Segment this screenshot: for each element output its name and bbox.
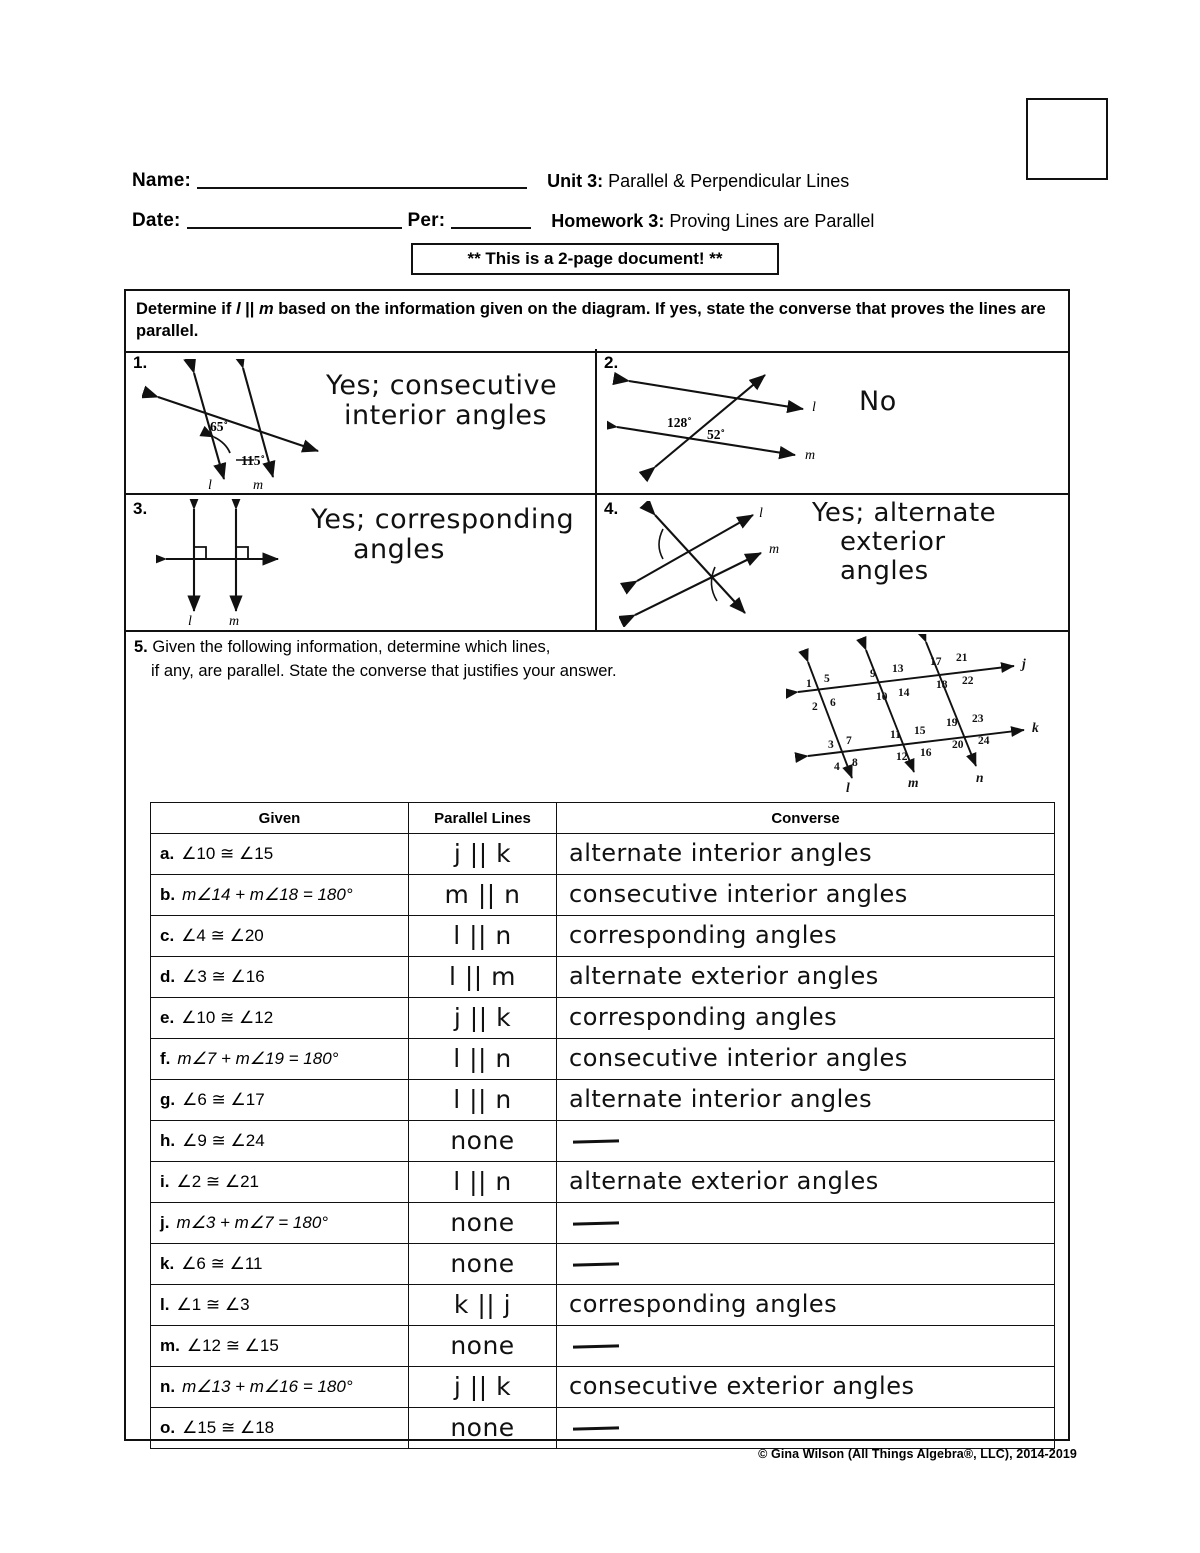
parallel-lines-answer[interactable]: l || n	[409, 1162, 557, 1203]
table-row	[151, 1367, 1055, 1408]
problem-1-answer-line-1: Yes; consecutive	[326, 370, 558, 401]
parallel-lines-answer[interactable]: l || n	[409, 1080, 557, 1121]
row-letter: j.	[160, 1213, 170, 1232]
given-expression: ∠6 ≅ ∠11	[181, 1254, 263, 1273]
angle-5: 5	[824, 673, 830, 685]
header-row-name	[132, 152, 1092, 192]
date-label: Date:	[132, 210, 181, 231]
parallel-lines-answer[interactable]: m || n	[409, 875, 557, 916]
table-row	[151, 1285, 1055, 1326]
row-letter: e.	[160, 1008, 175, 1027]
problem-1-answer	[326, 371, 557, 431]
problem-3-line-label-l: l	[188, 614, 192, 627]
given-cell	[151, 1162, 409, 1203]
problem-4-line-label-m: m	[769, 542, 780, 557]
problem-3-answer	[311, 505, 574, 565]
problem-4-answer-line-2: exterior	[840, 527, 946, 558]
directions-part-1: Determine if	[136, 300, 236, 318]
given-cell	[151, 1367, 409, 1408]
problem-2-angle-label-1: 128˚	[667, 415, 692, 430]
converse-answer[interactable]: alternate exterior angles	[557, 957, 1055, 998]
unit-title	[547, 171, 849, 192]
problem-4-line-label-l: l	[759, 506, 763, 521]
converse-answer[interactable]	[557, 1244, 1055, 1285]
given-expression: ∠4 ≅ ∠20	[181, 926, 264, 945]
angle-17: 17	[930, 656, 942, 668]
line-label-n: n	[976, 770, 984, 785]
angle-14: 14	[898, 687, 910, 699]
dash-mark	[573, 1262, 619, 1266]
name-label: Name:	[132, 170, 192, 191]
copyright-notice: © Gina Wilson (All Things Algebra®, LLC), 2014-2019	[758, 1447, 1077, 1461]
table-body	[151, 834, 1055, 1449]
directions-text	[126, 291, 1068, 353]
row-letter: n.	[160, 1377, 176, 1396]
problem-4-diagram	[619, 501, 799, 627]
column-header-parallel-lines: Parallel Lines	[409, 803, 557, 834]
question-5-line-1: Given the following information, determine which lines,	[152, 638, 551, 656]
table-row	[151, 916, 1055, 957]
angle-24: 24	[978, 735, 990, 747]
problem-4-answer-line-1: Yes; alternate	[812, 498, 997, 528]
problem-3-cell	[126, 495, 597, 632]
dash-mark	[573, 1139, 619, 1143]
given-expression: ∠3 ≅ ∠16	[182, 967, 265, 986]
date-input-blank[interactable]	[187, 210, 402, 229]
angle-4: 4	[834, 761, 840, 773]
row-letter: h.	[160, 1131, 176, 1150]
line-label-k: k	[1032, 720, 1039, 735]
angle-1: 1	[806, 678, 812, 690]
given-cell	[151, 1326, 409, 1367]
parallel-lines-answer[interactable]: none	[409, 1244, 557, 1285]
problem-1-line-label-l: l	[208, 478, 212, 491]
problem-1-diagram	[142, 359, 342, 491]
problem-3-answer-line-1: Yes; corresponding	[311, 504, 575, 535]
problem-4-answer-line-3: angles	[840, 556, 929, 587]
line-label-m: m	[908, 775, 919, 790]
given-expression: m∠7 + m∠19 = 180°	[177, 1049, 339, 1068]
row-letter: d.	[160, 967, 176, 986]
angle-15: 15	[914, 725, 926, 737]
given-expression: ∠10 ≅ ∠12	[181, 1008, 274, 1027]
problem-grid	[126, 349, 1068, 632]
table-row	[151, 1039, 1055, 1080]
parallel-lines-answer[interactable]: l || n	[409, 916, 557, 957]
parallel-lines-answer[interactable]: l || m	[409, 957, 557, 998]
table-row	[151, 1203, 1055, 1244]
given-expression: ∠6 ≅ ∠17	[182, 1090, 265, 1109]
table-row	[151, 957, 1055, 998]
given-cell	[151, 1121, 409, 1162]
parallel-lines-answer[interactable]: none	[409, 1326, 557, 1367]
row-letter: i.	[160, 1172, 170, 1191]
given-expression: ∠1 ≅ ∠3	[176, 1295, 250, 1314]
problem-2-cell	[597, 349, 1068, 495]
problem-1-answer-line-2: interior angles	[344, 400, 548, 432]
table-row	[151, 1408, 1055, 1449]
column-header-given: Given	[151, 803, 409, 834]
homework-label: Homework 3:	[551, 211, 665, 231]
angle-22: 22	[962, 675, 974, 687]
angle-23: 23	[972, 713, 984, 725]
per-label: Per:	[407, 210, 446, 231]
given-expression: m∠3 + m∠7 = 180°	[176, 1213, 329, 1232]
name-input-blank[interactable]	[197, 170, 527, 189]
angle-20: 20	[952, 739, 964, 751]
angle-16: 16	[920, 747, 932, 759]
row-letter: m.	[160, 1336, 180, 1355]
problem-1-angle-label-1: 65˚	[210, 419, 228, 434]
parallel-lines-answer[interactable]: l || n	[409, 1039, 557, 1080]
unit-value: Parallel & Perpendicular Lines	[603, 171, 850, 191]
dash-mark	[573, 1221, 619, 1225]
problem-1-angle-label-2: 115˚	[241, 453, 266, 468]
given-expression: m∠13 + m∠16 = 180°	[182, 1377, 353, 1396]
given-cell	[151, 875, 409, 916]
question-5-diagram	[786, 634, 1058, 794]
problem-1-line-label-m: m	[253, 478, 264, 491]
converse-answer[interactable]: consecutive interior angles	[557, 875, 1055, 916]
parallel-lines-answer[interactable]: none	[409, 1408, 557, 1449]
given-cell	[151, 1285, 409, 1326]
table-row	[151, 834, 1055, 875]
unit-label: Unit 3:	[547, 171, 604, 191]
header-row-date	[132, 192, 1092, 232]
row-letter: k.	[160, 1254, 175, 1273]
angle-9: 9	[870, 668, 876, 680]
parallel-lines-answer[interactable]: k || j	[409, 1285, 557, 1326]
dash-mark	[573, 1344, 619, 1348]
problem-2-line-label-l: l	[812, 400, 816, 415]
problem-2-answer-line-1: No	[859, 386, 897, 417]
table-row	[151, 1244, 1055, 1285]
problem-1-number: 1.	[133, 353, 148, 372]
problem-3-answer-line-2: angles	[353, 534, 445, 566]
converse-answer[interactable]: corresponding angles	[557, 916, 1055, 957]
table-row	[151, 1121, 1055, 1162]
problem-4-cell	[597, 495, 1068, 632]
angle-11: 11	[890, 729, 901, 741]
angle-21: 21	[956, 652, 968, 664]
converse-answer[interactable]	[557, 1203, 1055, 1244]
converse-answer[interactable]: alternate interior angles	[557, 834, 1055, 875]
converse-answer[interactable]: alternate exterior angles	[557, 1162, 1055, 1203]
row-letter: b.	[160, 885, 176, 904]
angle-19: 19	[946, 717, 958, 729]
problem-2-angle-label-2: 52˚	[707, 427, 725, 442]
row-letter: a.	[160, 844, 175, 863]
given-expression: ∠2 ≅ ∠21	[176, 1172, 259, 1191]
angle-12: 12	[896, 751, 908, 763]
given-cell	[151, 834, 409, 875]
homework-title	[551, 211, 874, 232]
per-input-blank[interactable]	[451, 210, 531, 229]
directions-part-2: ||	[240, 300, 259, 318]
given-cell	[151, 1408, 409, 1449]
angle-8: 8	[852, 757, 858, 769]
question-5-number: 5.	[134, 638, 148, 656]
problem-4-answer	[812, 499, 996, 586]
answers-table	[150, 802, 1055, 1449]
homework-value: Proving Lines are Parallel	[664, 211, 875, 231]
table-header-row	[151, 803, 1055, 834]
given-expression: ∠9 ≅ ∠24	[182, 1131, 265, 1150]
converse-answer[interactable]: consecutive interior angles	[557, 1039, 1055, 1080]
angle-3: 3	[828, 739, 834, 751]
given-cell	[151, 957, 409, 998]
directions-part-3: based on the information given on the diagram. If yes, state the converse that proves the lines are parallel.	[136, 300, 1046, 341]
converse-answer[interactable]: alternate interior angles	[557, 1080, 1055, 1121]
table-row	[151, 1162, 1055, 1203]
given-cell	[151, 1244, 409, 1285]
converse-answer[interactable]: corresponding angles	[557, 1285, 1055, 1326]
angle-13: 13	[892, 663, 904, 675]
parallel-lines-answer[interactable]: j || k	[409, 998, 557, 1039]
given-cell	[151, 1039, 409, 1080]
angle-6: 6	[830, 697, 836, 709]
problem-2-line-label-m: m	[805, 448, 816, 463]
problem-3-diagram	[156, 499, 296, 627]
worksheet-header	[132, 152, 1092, 232]
two-page-notice: ** This is a 2-page document! **	[411, 243, 779, 275]
converse-answer[interactable]	[557, 1408, 1055, 1449]
angle-10: 10	[876, 691, 888, 703]
question-5-text	[134, 636, 774, 684]
problem-3-right-angle-2	[236, 547, 248, 559]
problem-3-number: 3.	[133, 499, 148, 518]
line-label-j: j	[1022, 656, 1026, 671]
parallel-lines-answer[interactable]: j || k	[409, 1367, 557, 1408]
given-expression: ∠15 ≅ ∠18	[182, 1418, 275, 1437]
parallel-lines-answer[interactable]: none	[409, 1203, 557, 1244]
dash-mark	[573, 1426, 619, 1430]
table-row	[151, 998, 1055, 1039]
problem-4-arc-1	[659, 529, 663, 559]
problem-4-arc-2	[711, 567, 717, 601]
given-cell	[151, 998, 409, 1039]
converse-answer[interactable]	[557, 1121, 1055, 1162]
converse-answer[interactable]	[557, 1326, 1055, 1367]
angle-2: 2	[812, 701, 818, 713]
converse-answer[interactable]: corresponding angles	[557, 998, 1055, 1039]
angle-18: 18	[936, 679, 948, 691]
directions-line-m: m	[258, 300, 274, 318]
angle-7: 7	[846, 735, 852, 747]
column-header-converse: Converse	[557, 803, 1055, 834]
problem-2-diagram	[607, 365, 837, 483]
given-cell	[151, 1203, 409, 1244]
given-cell	[151, 1080, 409, 1121]
answers-table-wrapper	[150, 802, 1054, 1449]
given-expression: m∠14 + m∠18 = 180°	[182, 885, 353, 904]
problem-2-number: 2.	[604, 353, 619, 372]
row-letter: o.	[160, 1418, 176, 1437]
question-5	[126, 632, 1068, 802]
worksheet-body-frame	[124, 289, 1070, 1441]
problem-2-answer	[859, 387, 897, 417]
problem-3-right-angle-1	[194, 547, 206, 559]
problem-3-line-label-m: m	[229, 614, 240, 627]
parallel-lines-answer[interactable]: none	[409, 1121, 557, 1162]
directions-line-l: l	[235, 300, 241, 318]
problem-1-cell	[126, 349, 597, 495]
parallel-lines-answer[interactable]: j || k	[409, 834, 557, 875]
table-row	[151, 875, 1055, 916]
line-label-l: l	[846, 780, 850, 794]
problem-4-number: 4.	[604, 499, 619, 518]
row-letter: l.	[160, 1295, 170, 1314]
table-row	[151, 1326, 1055, 1367]
row-letter: c.	[160, 926, 175, 945]
converse-answer[interactable]: consecutive exterior angles	[557, 1367, 1055, 1408]
given-expression: ∠12 ≅ ∠15	[186, 1336, 279, 1355]
row-letter: g.	[160, 1090, 176, 1109]
question-5-line-2: if any, are parallel. State the converse that justifies your answer.	[151, 661, 617, 680]
table-row	[151, 1080, 1055, 1121]
given-cell	[151, 916, 409, 957]
row-letter: f.	[160, 1049, 171, 1068]
given-expression: ∠10 ≅ ∠15	[181, 844, 274, 863]
